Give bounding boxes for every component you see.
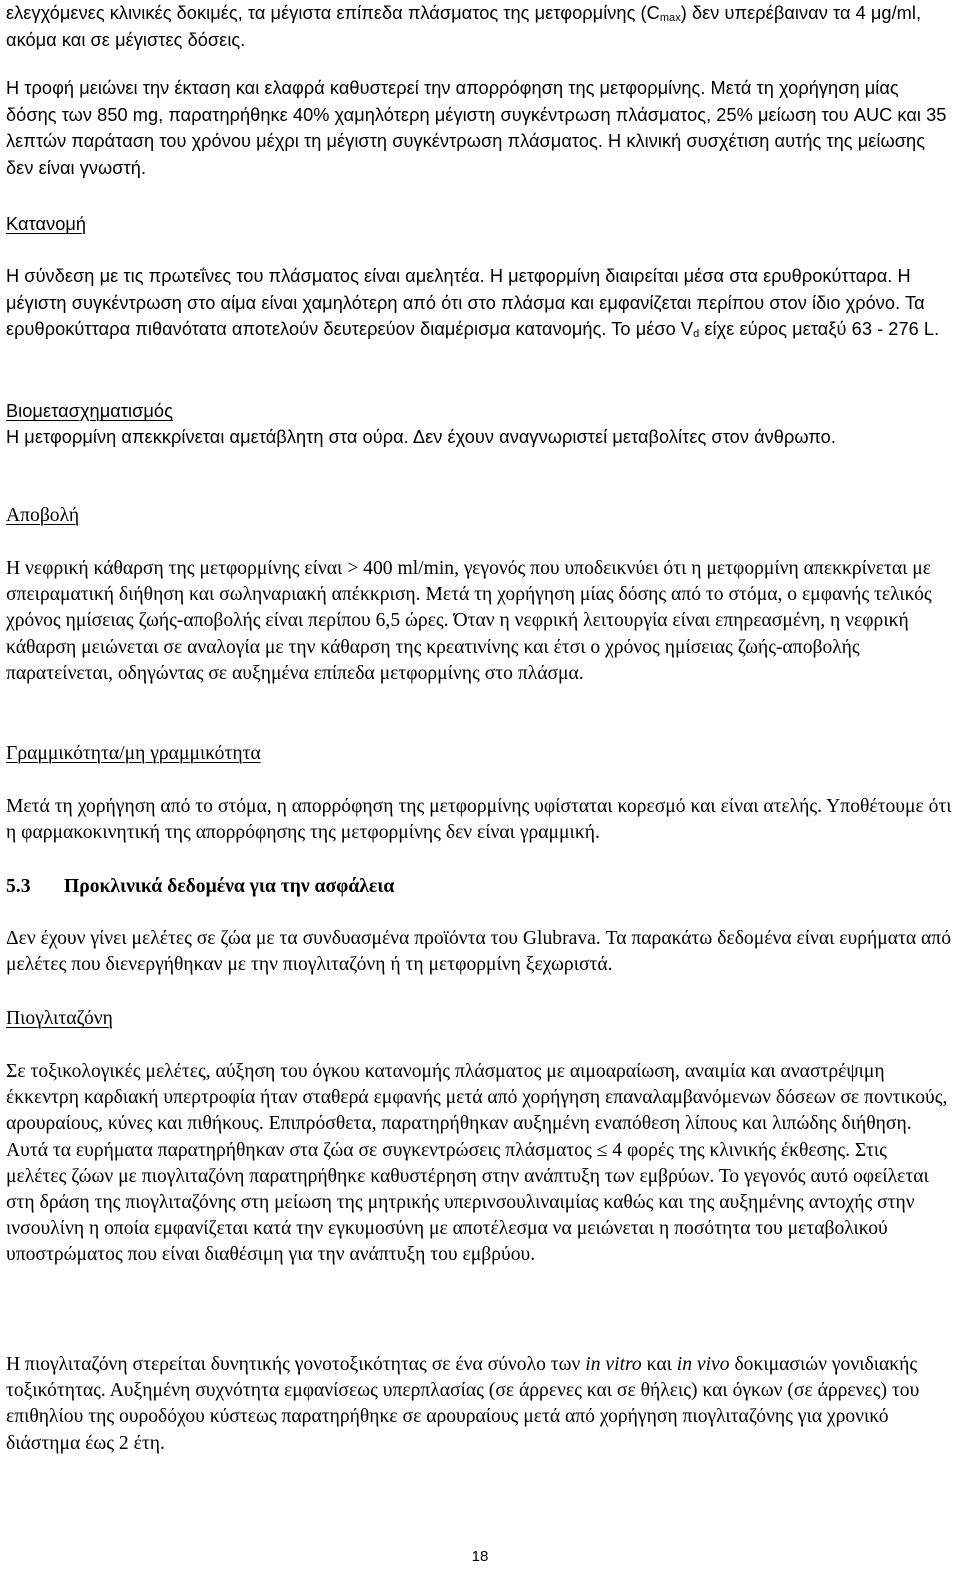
absorption-text: ελεγχόμενες κλινικές δοκιμές, τα μέγιστα επίπεδα πλάσματος της μετφορμίνης (C [6, 3, 660, 23]
page-number: 18 [471, 1548, 489, 1565]
distribution-heading: Κατανομή [6, 214, 87, 234]
elimination-heading: Αποβολή [6, 505, 80, 526]
biotransformation-paragraph: Η μετφορμίνη απεκκρίνεται αμετάβλητη στα ούρα. Δεν έχουν αναγνωριστεί μεταβολίτες στον άνθρωπο. [6, 427, 836, 447]
absorption-text-end: ) δεν υπερέβαιναν τα 4 μg/ml, ακόμα και σε μέγιστες δόσεις. [6, 3, 922, 50]
pioglitazone-toxicology-paragraph [6, 1059, 952, 1269]
section-number: 5.3 [6, 876, 31, 897]
pioglitazone-genotoxicity-paragraph [6, 1352, 952, 1457]
biotransformation-heading: Βιομετασχηματισμός [6, 401, 173, 421]
in-vitro-term: in vitro [585, 1354, 642, 1375]
toxicology-text: Σε τοξικολογικές μελέτες, αύξηση του όγκου κατανομής πλάσματος με αιμοαραίωση, αναιμία και αναστρέψιμη έκκεντρη καρδιακή υπερτροφία ήταν σταθερά εμφανής μετά από χορήγηση επαναλαμβανόμενων δόσεων σε ποντικούς, αρουραίους, κύνες και πιθήκους. Επιπρόσθετα, παρατηρήθηκαν αυξημένη εναπόθεση λίπους και λιπώδης διήθηση. Αυτά τα ευρήματα παρατηρήθηκαν στα ζώα σε συγκεντρώσεις πλάσματος [6, 1061, 948, 1161]
less-or-equal-symbol: ≤ [596, 1139, 608, 1161]
in-vivo-term: in vivo [676, 1354, 730, 1375]
cmax-subscript: max [659, 12, 681, 24]
distribution-text-end: είχε εύρος μεταξύ 63 - 276 L. [699, 319, 940, 339]
preclinical-intro-paragraph: Δεν έχουν γίνει μελέτες σε ζώα με τα συνδυασμένα προϊόντα του Glubrava. Τα παρακάτω δεδομένα είναι ευρήματα από μελέτες που διενεργήθηκαν με την πιογλιταζόνη ή τη μετφορμίνη ξεχωριστά. [6, 928, 951, 976]
section-title: Προκλινικά δεδομένα για την ασφάλεια [64, 876, 395, 897]
toxicology-text-end: 4 φορές της κλινικής έκθεσης. Στις μελέτες ζώων με πιογλιταζόνη παρατηρήθηκε καθυστέρηση στην ανάπτυξη των εμβρύων. Το γεγονός αυτό οφείλεται στη δράση της πιογλιταζόνης στη μείωση της μητρικής υπερινσουλιναιμίας καθώς και της αυξημένης αντοχής στην ινσουλίνη η οποία εμφανίζεται κατά την εγκυμοσύνη με αποτέλεσμα να μειώνεται η ποσότητα του μεταβολικού υποστρώματος που είναι διαθέσιμη για την ανάπτυξη του εμβρύου. [6, 1139, 929, 1266]
distribution-paragraph [6, 263, 952, 343]
linearity-heading: Γραμμικότητα/μη γραμμικότητα [6, 743, 261, 764]
genotoxicity-text-end: δοκιμασιών γονιδιακής τοξικότητας. Αυξημένη συχνότητα εμφανίσεως υπερπλασίας (σε άρρενες και σε θήλεις) και όγκων (σε άρρενες) του επιθηλίου της ουροδόχου κύστεως παρατηρήθηκε σε αρουραίους μετά από χορήγηση πιογλιταζόνης για χρονικό διάστημα έως 2 έτη. [6, 1354, 920, 1454]
distribution-text: Η σύνδεση με τις πρωτεΐνες του πλάσματος είναι αμελητέα. Η μετφορμίνη διαιρείται μέσα στα ερυθροκύτταρα. Η μέγιστη συγκέντρωση στο αίμα είναι χαμηλότερη από ότι στο πλάσμα και εμφανίζεται περίπου στον ίδιο χρόνο. Τα ερυθροκύτταρα πιθανότατα αποτελούν δευτερεύον διαμέρισμα κατανομής. Το μέσο V [6, 266, 925, 339]
section-5-3-heading [6, 874, 952, 900]
elimination-paragraph: Η νεφρική κάθαρση της μετφορμίνης είναι > 400 ml/min, γεγονός που υποδεικνύει ότι η μετφορμίνη απεκκρίνεται με σπειραματική διήθηση και σωληναριακή απέκκριση. Μετά τη χορήγηση μίας δόσης από το στόμα, ο εμφανής τελικός χρόνος ημίσειας ζωής-αποβολής είναι περίπου 6,5 ώρες. Όταν η νεφρική λειτουργία είναι επηρεασμένη, η νεφρική κάθαρση μειώνεται σε αναλογία με την κάθαρση της κρεατινίνης και έτσι ο χρόνος ημίσειας ζωής-αποβολής παρατείνεται, οδηγώντας σε αυξημένα επίπεδα μετφορμίνης στο πλάσμα. [6, 558, 932, 684]
food-effect-paragraph: Η τροφή μειώνει την έκταση και ελαφρά καθυστερεί την απορρόφηση της μετφορμίνης. Μετά τη χορήγηση μίας δόσης των 850 mg, παρατηρήθηκε 40% χαμηλότερη μέγιστη συγκέντρωση πλάσματος, 25% μείωση του AUC και 35 λεπτών παράταση του χρόνου μέχρι τη μέγιστη συγκέντρωση πλάσματος. Η κλινική συσχέτιση αυτής της μείωσης δεν είναι γνωστή. [6, 78, 947, 178]
absorption-paragraph [6, 0, 952, 53]
vd-subscript: d [693, 328, 700, 340]
genotoxicity-text: Η πιογλιταζόνη στερείται δυνητικής γονοτοξικότητας σε ένα σύνολο των [6, 1354, 586, 1375]
linearity-paragraph: Μετά τη χορήγηση από το στόμα, η απορρόφηση της μετφορμίνης υφίσταται κορεσμό και είναι ατελής. Υποθέτουμε ότι η φαρμακοκινητική της απορρόφησης της μετφορμίνης δεν είναι γραμμική. [6, 796, 952, 844]
pioglitazone-heading: Πιογλιταζόνη [6, 1008, 113, 1029]
conjunction-text: και [641, 1354, 677, 1375]
